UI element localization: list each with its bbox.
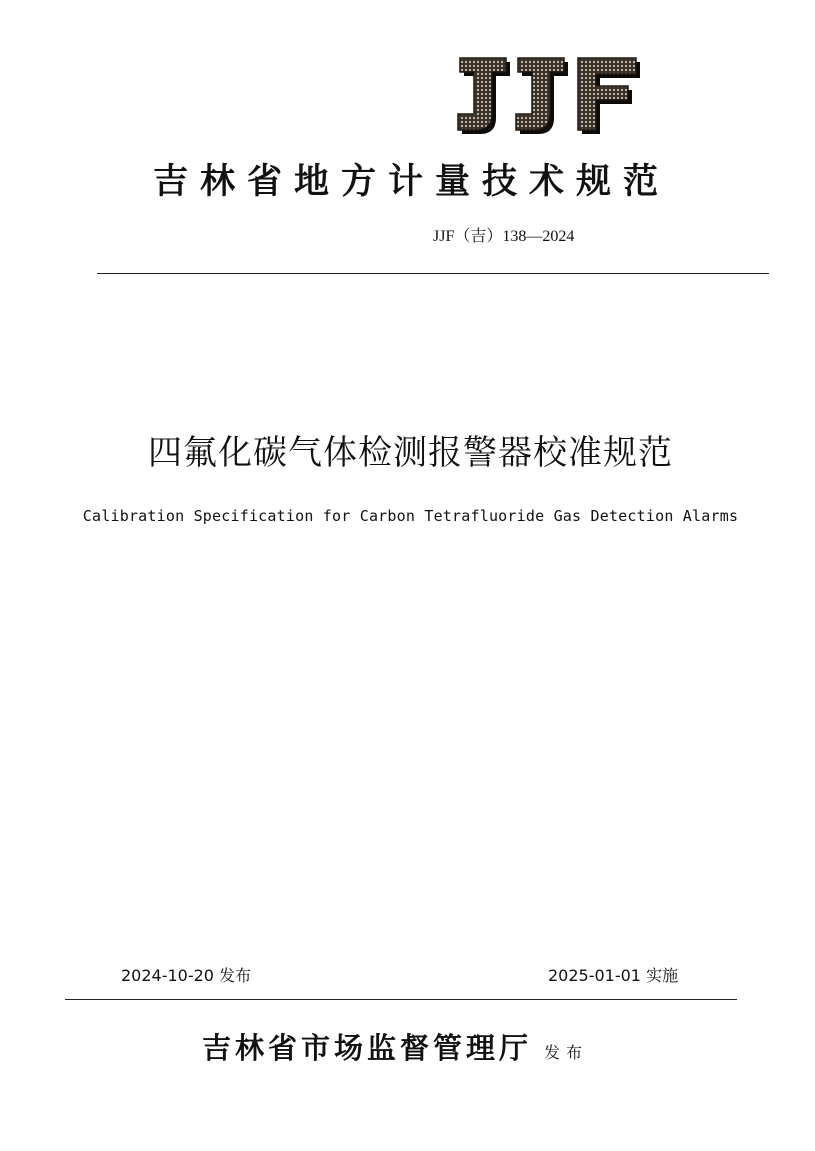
- bottom-divider: [65, 999, 737, 1000]
- issuer-line: [202, 1028, 588, 1068]
- document-title-chinese: 四氟化碳气体检测报警器校准规范: [148, 433, 673, 473]
- top-divider: [97, 273, 769, 274]
- publish-date: 2024-10-20 发布: [121, 966, 252, 985]
- standard-series-title: 吉林省地方计量技术规范: [152, 162, 670, 202]
- issuer-action: 发布: [544, 1043, 589, 1062]
- jjf-logo: [452, 56, 642, 136]
- standard-code: JJF（吉）138—2024: [433, 228, 575, 245]
- implement-date: 2025-01-01 实施: [548, 966, 679, 985]
- document-title-english: Calibration Specification for Carbon Tetrafluoride Gas Detection Alarms: [82, 507, 739, 525]
- issuer-name: 吉林省市场监督管理厅: [202, 1031, 533, 1065]
